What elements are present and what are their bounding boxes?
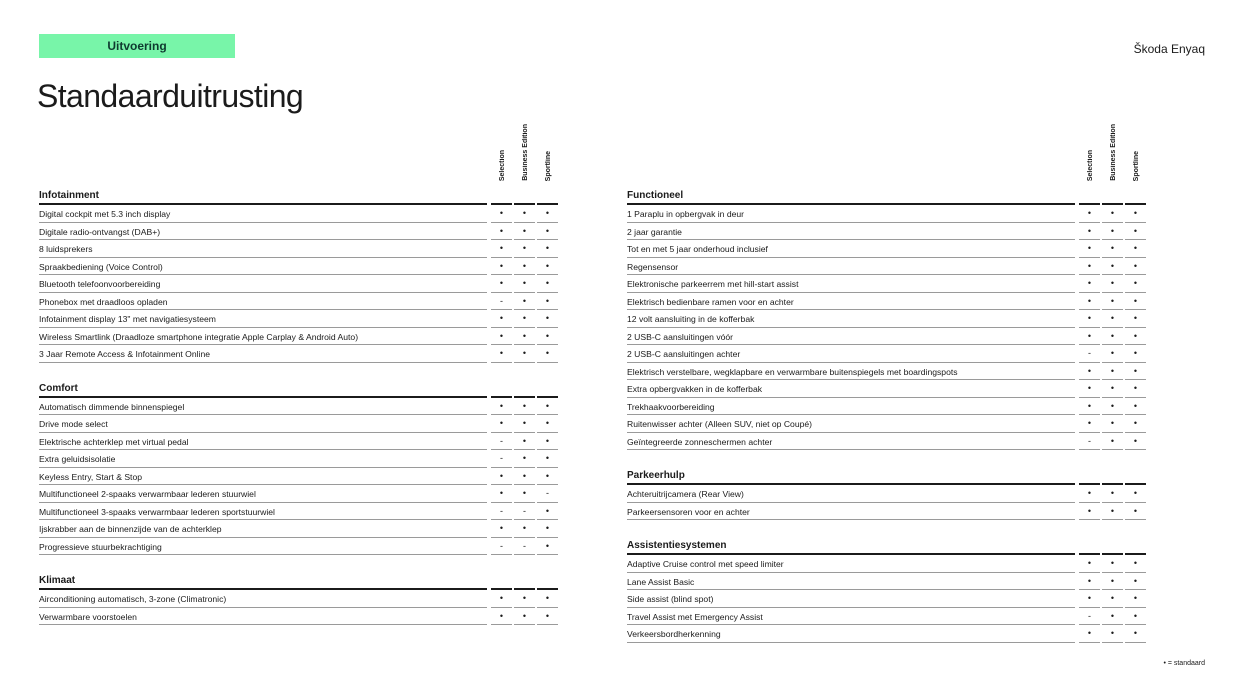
row-label: Digitale radio-ontvangst (DAB+) <box>39 226 161 237</box>
table-row <box>39 310 559 328</box>
row-rule <box>514 362 535 363</box>
row-label: Multifunctioneel 2-spaaks verwarmbaar lederen stuurwiel <box>39 489 256 499</box>
row-rule <box>514 624 535 625</box>
table-row <box>627 415 1147 433</box>
table-row <box>39 275 559 293</box>
availability-mark: • <box>1110 593 1115 603</box>
availability-mark: • <box>545 593 550 603</box>
section <box>627 467 1147 520</box>
row-label: Adaptive Cruise control met speed limiter <box>627 559 784 569</box>
availability-mark: - <box>523 505 526 516</box>
column-header <box>491 118 513 181</box>
availability-mark: • <box>1133 505 1138 516</box>
column-headers <box>627 120 1147 183</box>
availability-mark: • <box>545 418 550 428</box>
row-rule <box>491 362 512 363</box>
table-row <box>627 625 1147 643</box>
table-row <box>39 328 559 346</box>
availability-mark: • <box>1087 208 1092 218</box>
availability-mark: • <box>1087 628 1092 638</box>
table-row <box>627 205 1147 223</box>
availability-mark: • <box>1110 330 1115 341</box>
table-row <box>39 468 559 486</box>
row-rule <box>39 624 487 625</box>
column-header-label: Business Edition <box>1110 124 1117 181</box>
availability-mark: - <box>500 505 503 516</box>
availability-mark: • <box>1133 383 1138 393</box>
row-label: 2 jaar garantie <box>627 226 682 237</box>
row-rule <box>1125 519 1146 520</box>
column-header <box>1125 118 1147 181</box>
table-row <box>39 520 559 538</box>
table-row <box>39 503 559 521</box>
right-column <box>627 120 1147 643</box>
availability-mark: • <box>499 610 504 621</box>
availability-mark: • <box>1110 313 1115 323</box>
row-rule <box>627 642 1075 643</box>
availability-mark: • <box>545 505 550 516</box>
availability-mark: • <box>522 400 527 411</box>
availability-mark: • <box>1087 260 1092 271</box>
row-label: Ruitenwisser achter (Alleen SUV, niet op Coupé) <box>627 419 813 429</box>
availability-mark: • <box>499 400 504 411</box>
availability-mark: • <box>545 260 550 271</box>
availability-mark: • <box>1087 593 1092 603</box>
column-header-label: Selection <box>1087 149 1094 181</box>
availability-mark: • <box>1110 348 1115 358</box>
row-label: Achteruitrijcamera (Rear View) <box>627 489 744 499</box>
section-title: Functioneel <box>627 190 684 201</box>
table-row <box>627 310 1147 328</box>
availability-mark: • <box>545 278 550 288</box>
availability-mark: • <box>522 260 527 271</box>
availability-mark: • <box>1110 628 1115 638</box>
section-title: Comfort <box>39 382 78 394</box>
availability-mark: • <box>499 523 504 533</box>
availability-mark: • <box>1087 313 1092 323</box>
row-label: Digital cockpit met 5.3 inch display <box>39 209 171 219</box>
table-row <box>627 223 1147 241</box>
availability-mark: • <box>522 435 527 446</box>
availability-mark: • <box>1133 593 1138 603</box>
column-headers <box>39 120 559 183</box>
availability-mark: • <box>522 418 527 428</box>
row-label: Progressieve stuurbekrachtiging <box>39 541 162 552</box>
availability-mark: • <box>1087 225 1092 236</box>
section-header <box>627 187 1147 205</box>
availability-mark: - <box>1088 348 1091 358</box>
availability-mark: • <box>545 208 550 218</box>
availability-mark: • <box>545 295 550 306</box>
availability-mark: • <box>1087 365 1092 376</box>
table-row <box>627 380 1147 398</box>
column-header <box>537 118 559 181</box>
row-label: Extra geluidsisolatie <box>39 454 116 464</box>
table-row <box>39 590 559 608</box>
column-header <box>1102 118 1124 181</box>
row-rule <box>1102 642 1123 643</box>
availability-mark: • <box>522 593 527 603</box>
availability-mark: - <box>546 488 549 498</box>
availability-mark: • <box>1133 610 1138 621</box>
row-label: 12 volt aansluiting in de kofferbak <box>627 314 755 324</box>
table-row <box>627 240 1147 258</box>
row-label: Regensensor <box>627 261 679 272</box>
row-label: Spraakbediening (Voice Control) <box>39 261 163 272</box>
row-rule <box>491 624 512 625</box>
availability-mark: • <box>499 593 504 603</box>
table-row <box>39 345 559 363</box>
availability-mark: • <box>522 453 527 463</box>
table-row <box>39 485 559 503</box>
row-label: Extra opbergvakken in de kofferbak <box>627 384 763 394</box>
availability-mark: • <box>522 225 527 236</box>
row-label: Elektrische achterklep met virtual pedal <box>39 436 189 447</box>
availability-mark: • <box>545 610 550 621</box>
section-title: Infotainment <box>39 190 99 201</box>
table-row <box>627 503 1147 521</box>
availability-mark: • <box>1110 435 1115 446</box>
availability-mark: • <box>1110 505 1115 516</box>
availability-mark: • <box>1133 348 1138 358</box>
row-label: Lane Assist Basic <box>627 576 695 587</box>
section-header <box>39 187 559 205</box>
section-title: Klimaat <box>39 575 76 586</box>
availability-mark: • <box>1087 505 1092 516</box>
availability-mark: • <box>1110 488 1115 498</box>
availability-mark: • <box>1110 278 1115 288</box>
availability-mark: • <box>522 488 527 498</box>
availability-mark: • <box>522 330 527 341</box>
column-header-label: Selection <box>499 149 506 181</box>
row-rule <box>537 362 558 363</box>
row-label: Verwarmbare voorstoelen <box>39 611 137 622</box>
availability-mark: - <box>1088 610 1091 621</box>
table-row <box>39 450 559 468</box>
row-label: Travel Assist met Emergency Assist <box>627 611 763 622</box>
availability-mark: • <box>522 610 527 621</box>
availability-mark: • <box>499 313 504 323</box>
table-row <box>39 205 559 223</box>
row-label: Side assist (blind spot) <box>627 594 714 604</box>
availability-mark: • <box>499 243 504 253</box>
availability-mark: • <box>499 278 504 288</box>
section <box>627 187 1147 450</box>
section <box>39 380 559 556</box>
availability-mark: • <box>545 348 550 358</box>
row-rule <box>537 554 558 555</box>
row-label: Tot en met 5 jaar onderhoud inclusief <box>627 244 768 254</box>
availability-mark: • <box>1133 313 1138 323</box>
table-row <box>39 258 559 276</box>
table-row <box>39 433 559 451</box>
row-rule <box>1102 449 1123 450</box>
availability-mark: • <box>522 208 527 218</box>
row-label: Parkeersensoren voor en achter <box>627 506 750 517</box>
availability-mark: • <box>545 243 550 253</box>
availability-mark: • <box>1133 558 1138 568</box>
legend: • = standaard <box>1163 660 1205 667</box>
table-row <box>39 538 559 556</box>
availability-mark: • <box>499 348 504 358</box>
availability-mark: • <box>545 435 550 446</box>
section <box>39 187 559 363</box>
availability-mark: • <box>1087 418 1092 428</box>
column-header-label: Sportline <box>1133 150 1140 181</box>
availability-mark: • <box>1110 575 1115 586</box>
row-label: Trekhaakvoorbereiding <box>627 401 715 412</box>
row-label: Verkeersbordherkenning <box>627 629 721 639</box>
row-label: Bluetooth telefoonvoorbereiding <box>39 279 161 289</box>
availability-mark: • <box>499 208 504 218</box>
availability-mark: • <box>545 540 550 551</box>
availability-mark: • <box>1087 243 1092 253</box>
row-label: Wireless Smartlink (Draadloze smartphone integratie Apple Carplay & Android Auto) <box>39 331 359 342</box>
availability-mark: • <box>545 453 550 463</box>
availability-mark: • <box>1110 243 1115 253</box>
table-row <box>627 485 1147 503</box>
row-label: Drive mode select <box>39 419 108 429</box>
availability-mark: • <box>1133 365 1138 376</box>
table-row <box>627 398 1147 416</box>
availability-mark: • <box>1110 400 1115 411</box>
availability-mark: • <box>1133 400 1138 411</box>
availability-mark: • <box>545 400 550 411</box>
table-row <box>627 433 1147 451</box>
section-header <box>627 537 1147 555</box>
section-title: Parkeerhulp <box>627 470 685 481</box>
section-tag: Uitvoering <box>39 34 235 58</box>
availability-mark: • <box>1133 435 1138 446</box>
row-label: Elektrisch bedienbare ramen voor en achter <box>627 296 794 307</box>
availability-mark: • <box>545 225 550 236</box>
row-label: Ijskrabber aan de binnenzijde van de achterklep <box>39 524 222 534</box>
availability-mark: • <box>1133 330 1138 341</box>
row-rule <box>1125 449 1146 450</box>
row-label: 8 luidsprekers <box>39 244 93 254</box>
row-rule <box>514 554 535 555</box>
availability-mark: • <box>522 278 527 288</box>
row-label: Keyless Entry, Start & Stop <box>39 471 143 482</box>
row-rule <box>627 519 1075 520</box>
row-label: Elektronische parkeerrem met hill-start assist <box>627 279 799 289</box>
availability-mark: • <box>1087 278 1092 288</box>
row-rule <box>491 554 512 555</box>
availability-mark: • <box>1133 208 1138 218</box>
table-row <box>627 608 1147 626</box>
row-rule <box>1079 449 1100 450</box>
row-label: Elektrisch verstelbare, wegklapbare en verwarmbare buitenspiegels met boardingspots <box>627 366 958 377</box>
availability-mark: • <box>522 295 527 306</box>
row-label: Airconditioning automatisch, 3-zone (Climatronic) <box>39 594 227 604</box>
table-row <box>39 223 559 241</box>
availability-mark: • <box>1133 418 1138 428</box>
section-header <box>627 467 1147 485</box>
column-header <box>514 118 536 181</box>
row-label: 2 USB-C aansluitingen vóór <box>627 331 734 342</box>
availability-mark: • <box>1087 330 1092 341</box>
table-row <box>39 608 559 626</box>
availability-mark: • <box>499 260 504 271</box>
availability-mark: • <box>1110 418 1115 428</box>
table-row <box>627 345 1147 363</box>
table-row <box>39 398 559 416</box>
availability-mark: • <box>1110 225 1115 236</box>
availability-mark: - <box>500 435 503 446</box>
availability-mark: • <box>545 523 550 533</box>
availability-mark: • <box>1110 365 1115 376</box>
table-row <box>627 590 1147 608</box>
row-label: Automatisch dimmende binnenspiegel <box>39 401 185 412</box>
availability-mark: • <box>1087 295 1092 306</box>
availability-mark: • <box>1133 295 1138 306</box>
availability-mark: • <box>1087 488 1092 498</box>
availability-mark: • <box>1133 575 1138 586</box>
availability-mark: • <box>522 313 527 323</box>
row-label: Geïntegreerde zonneschermen achter <box>627 436 773 447</box>
row-label: Infotainment display 13" met navigatiesysteem <box>39 314 216 324</box>
row-rule <box>1102 519 1123 520</box>
table-row <box>627 293 1147 311</box>
row-label: 2 USB-C aansluitingen achter <box>627 349 741 359</box>
availability-mark: • <box>1110 295 1115 306</box>
availability-mark: • <box>1133 488 1138 498</box>
availability-mark: • <box>1087 383 1092 393</box>
page-title: Standaarduitrusting <box>37 78 304 114</box>
table-row <box>39 240 559 258</box>
table-row <box>627 573 1147 591</box>
section-title: Assistentiesystemen <box>627 540 727 551</box>
table-row <box>627 555 1147 573</box>
row-rule <box>1079 642 1100 643</box>
availability-mark: • <box>499 488 504 498</box>
column-header <box>1079 118 1101 181</box>
row-label: Multifunctioneel 3-spaaks verwarmbaar lederen sportstuurwiel <box>39 506 275 517</box>
availability-mark: - <box>500 453 503 463</box>
brand-name: Škoda Enyaq <box>1133 42 1205 56</box>
availability-mark: • <box>1110 383 1115 393</box>
row-label: 1 Paraplu in opbergvak in deur <box>627 209 745 219</box>
row-label: Phonebox met draadloos opladen <box>39 296 168 307</box>
availability-mark: • <box>1133 260 1138 271</box>
section <box>39 572 559 625</box>
availability-mark: • <box>522 470 527 481</box>
availability-mark: • <box>1133 278 1138 288</box>
section-header <box>39 380 559 398</box>
row-rule <box>39 554 487 555</box>
availability-mark: • <box>522 348 527 358</box>
row-rule <box>1125 642 1146 643</box>
table-row <box>627 258 1147 276</box>
availability-mark: • <box>1110 610 1115 621</box>
table-row <box>39 415 559 433</box>
row-rule <box>537 624 558 625</box>
availability-mark: • <box>522 243 527 253</box>
availability-mark: • <box>499 418 504 428</box>
availability-mark: • <box>499 330 504 341</box>
availability-mark: • <box>1133 225 1138 236</box>
availability-mark: • <box>499 470 504 481</box>
availability-mark: • <box>1087 400 1092 411</box>
availability-mark: • <box>1133 628 1138 638</box>
availability-mark: • <box>1087 558 1092 568</box>
row-rule <box>1079 519 1100 520</box>
availability-mark: - <box>1088 435 1091 446</box>
row-label: 3 Jaar Remote Access & Infotainment Online <box>39 349 211 359</box>
availability-mark: - <box>500 540 503 551</box>
availability-mark: • <box>1110 260 1115 271</box>
availability-mark: • <box>1133 243 1138 253</box>
availability-mark: • <box>1110 558 1115 568</box>
availability-mark: • <box>545 330 550 341</box>
row-rule <box>627 449 1075 450</box>
availability-mark: • <box>522 523 527 533</box>
availability-mark: • <box>499 225 504 236</box>
column-header-label: Sportline <box>545 150 552 181</box>
table-row <box>627 275 1147 293</box>
column-header-label: Business Edition <box>522 124 529 181</box>
left-column <box>39 120 559 625</box>
section-header <box>39 572 559 590</box>
availability-mark: - <box>523 540 526 551</box>
section <box>627 537 1147 643</box>
row-rule <box>39 362 487 363</box>
availability-mark: • <box>1087 575 1092 586</box>
table-row <box>39 293 559 311</box>
availability-mark: • <box>545 470 550 481</box>
availability-mark: - <box>500 295 503 306</box>
availability-mark: • <box>1110 208 1115 218</box>
table-row <box>627 328 1147 346</box>
availability-mark: • <box>545 313 550 323</box>
table-row <box>627 363 1147 381</box>
